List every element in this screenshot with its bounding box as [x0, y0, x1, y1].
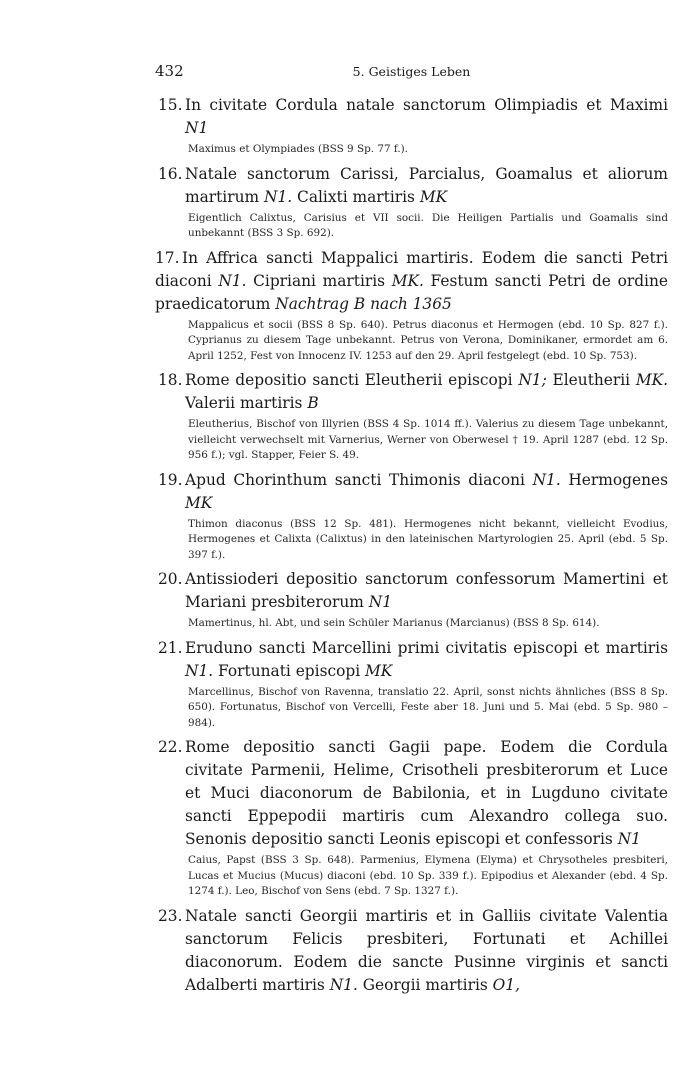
- entry-text-segment: Apud Chorinthum sancti Thimonis diaconi: [185, 470, 533, 489]
- entry-commentary: Maximus et Olympiades (BSS 9 Sp. 77 f.).: [188, 143, 408, 155]
- source-siglum: N1: [185, 119, 209, 137]
- calendar-entry: [0, 736, 700, 900]
- entry-text-segment: In Affrica sancti Mappalici martiris. Eodem die sancti Petri diaconi: [155, 248, 668, 290]
- entry-commentary: Mappalicus et socii (BSS 8 Sp. 640). Petrus diaconus et Hermogen (ebd. 10 Sp. 827 f.). Cyprianus zu diesem Tage unbekannt. Petrus von Verona, Dominikaner, ermordet am 6. April 1252, Fest von Innocenz IV. 1253 auf den 29. April festgelegt (ebd. 10 Sp. 753).: [188, 318, 668, 362]
- source-siglum: N1.: [264, 187, 293, 206]
- calendar-entry: [0, 637, 700, 732]
- running-head: 5. Geistiges Leben: [352, 64, 471, 79]
- entry-text-segment: Natale sancti Georgii martiris et in Galliis civitate Valentia sanctorum Felicis presbiteri, Fortunati et Achillei diaconorum. Eodem die sancte Pusinne virginis et sancti Adalberti martiris: [185, 906, 668, 994]
- calendar-entry: [0, 369, 700, 464]
- entry-text: [158, 369, 669, 415]
- entry-text-segment: Eleutherii: [546, 371, 636, 389]
- entry-day-number: 18.: [158, 371, 183, 389]
- source-siglum: N1: [617, 830, 641, 848]
- entry-text-segment: Rome depositio sancti Eleutherii episcopi: [185, 371, 519, 389]
- entry-text: [158, 163, 668, 209]
- entry-day-number: 15.: [158, 96, 183, 114]
- source-siglum: O1,: [492, 975, 520, 994]
- entry-commentary: Eleutherius, Bischof von Illyrien (BSS 4 Sp. 1014 ff.). Valerius zu diesem Tage unbekannt, vielleicht verwechselt mit Varnerius, Werner von Oberwesel † 19. April 1287 (ebd. 12 Sp. 956 f.); vgl. Stapper, Feier S. 49.: [188, 418, 668, 461]
- entry-text-segment: Rome depositio sancti Gagii pape. Eodem die Cordula civitate Parmenii, Helime, Crisotheli presbiterorum et Luce et Muci diaconorum de Babilonia, et in Lugduno civitate sancti Eppepodii martiris cum Alexandro collega suo. Senonis depositio sancti Leonis episcopi et confessoris: [185, 738, 668, 848]
- entry-text-segment: Natale sanctorum Carissi, Parcialus, Goamalus et aliorum martirum: [185, 164, 668, 206]
- entry-commentary: Thimon diaconus (BSS 12 Sp. 481). Hermogenes nicht bekannt, vielleicht Evodius, Hermogenes et Calixta (Calixtus) in den lateinischen Martyrologien 25. April (ebd. 5 Sp. 397 f.).: [188, 517, 668, 561]
- source-siglum: MK: [185, 493, 213, 512]
- entry-text: [158, 905, 668, 997]
- entry-text-segment: In civitate Cordula natale sanctorum Olimpiadis et Maximi: [185, 96, 668, 114]
- entry-commentary: Eigentlich Calixtus, Carisius et VII socii. Die Heiligen Partialis und Goamalis sind unbekannt (BSS 3 Sp. 692).: [188, 211, 668, 239]
- entry-commentary: Mamertinus, hl. Abt, und sein Schüler Marianus (Marcianus) (BSS 8 Sp. 614).: [188, 617, 600, 629]
- entry-day-number: 23.: [158, 906, 183, 925]
- source-siglum: N1.: [185, 661, 214, 680]
- source-siglum: MK: [365, 661, 393, 680]
- source-siglum: N1: [368, 593, 393, 611]
- entry-day-number: 16.: [158, 164, 183, 183]
- source-siglum: MK: [419, 187, 448, 206]
- entry-commentary: Caius, Papst (BSS 3 Sp. 648). Parmenius, Elymena (Elyma) et Chrysotheles presbiteri, Lucas et Mucius (Mucus) diaconi (ebd. 10 Sp. 339 f.). Epipodius et Alexander (ebd. 4 Sp. 1274 f.). Leo, Bischof von Sens (ebd. 7 Sp. 1327 f.).: [188, 854, 668, 897]
- entry-text: [158, 736, 668, 851]
- entry-text-segment: Valerii martiris: [185, 394, 308, 412]
- entry-day-number: 22.: [158, 738, 183, 756]
- entry-text: [158, 94, 668, 140]
- entry-text-segment: Antissioderi depositio sanctorum confessorum Mamertini et Mariani presbiterorum: [185, 570, 668, 611]
- source-siglum: N1.: [532, 470, 561, 489]
- entry-day-number: 19.: [158, 470, 183, 489]
- calendar-entry: [0, 94, 700, 158]
- calendar-entry: [0, 568, 700, 632]
- calendar-entry: [0, 163, 700, 242]
- source-siglum: MK.: [635, 371, 669, 389]
- source-siglum: N1.: [218, 271, 247, 290]
- calendar-entry: [0, 469, 700, 564]
- calendar-entry: [0, 247, 700, 365]
- entry-day-number: 21.: [158, 638, 183, 657]
- calendar-entries: [0, 94, 700, 1002]
- entry-text-segment: Eruduno sancti Marcellini primi civitatis episcopi et martiris: [185, 638, 668, 657]
- entry-text-segment: Fortunati episcopi: [213, 661, 366, 680]
- entry-text-segment: Georgii martiris: [357, 975, 493, 994]
- entry-commentary: Marcellinus, Bischof von Ravenna, translatio 22. April, sonst nichts ähnliches (BSS 8 Sp. 650). Fortunatus, Bischof von Vercelli, Feste aber 18. Juni und 5. Mai (ebd. 5 Sp. 980 – 984).: [188, 685, 668, 729]
- source-siglum: N1;: [518, 371, 547, 389]
- entry-day-number: 20.: [158, 570, 183, 588]
- page-header: [155, 62, 668, 84]
- source-siglum: Nachtrag B nach 1365: [275, 294, 452, 313]
- entry-text: [158, 637, 668, 683]
- entry-text: [158, 469, 668, 515]
- entry-text-segment: Festum sancti Petri de ordine praedicatorum: [155, 271, 668, 313]
- source-siglum: B: [307, 394, 319, 412]
- entry-text-segment: Cipriani martiris: [246, 271, 392, 290]
- entry-text-segment: Hermogenes: [560, 470, 668, 489]
- source-siglum: N1.: [329, 975, 358, 994]
- entry-day-number: 17.: [155, 248, 180, 267]
- entry-text-segment: Calixti martiris: [292, 187, 420, 206]
- page-number: 432: [155, 62, 184, 80]
- calendar-entry: [0, 905, 700, 997]
- source-siglum: MK.: [391, 271, 424, 290]
- entry-text: [155, 247, 668, 316]
- entry-text: [158, 568, 668, 614]
